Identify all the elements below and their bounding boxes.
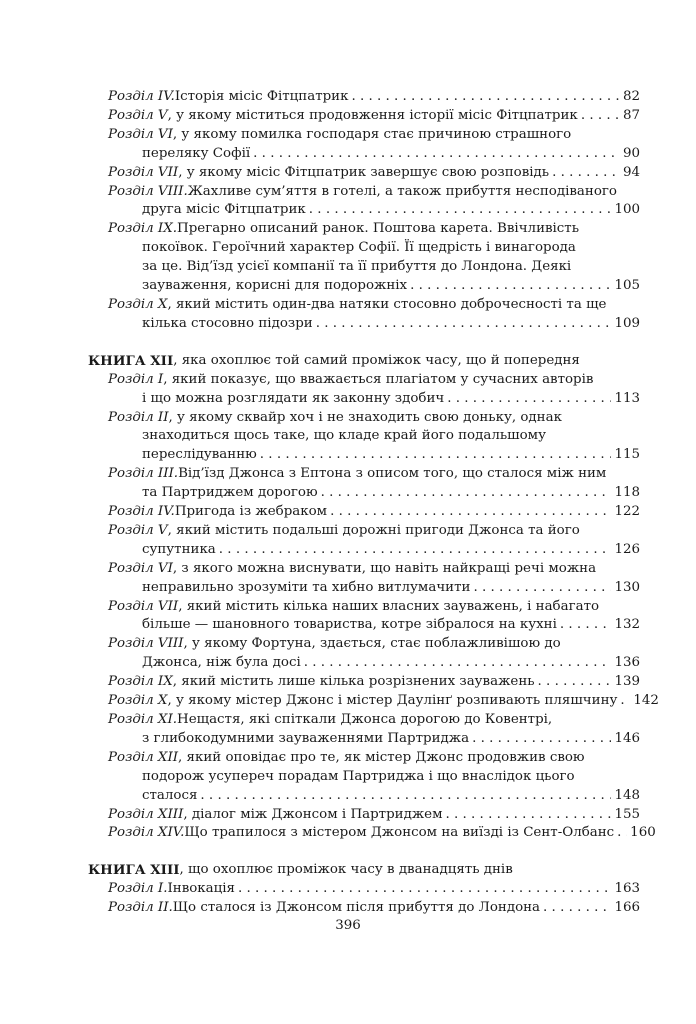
- toc-entry: [88, 899, 640, 918]
- page-ref: 109: [614, 315, 640, 331]
- chapter-title: Інвокація: [167, 881, 235, 897]
- chapter-label: Розділ VIII: [108, 636, 184, 652]
- toc-entry-continuation: [108, 201, 640, 220]
- chapter-label: Розділ IV.: [108, 504, 175, 520]
- dot-leader: [321, 484, 612, 503]
- chapter-title: супутника: [142, 541, 216, 557]
- toc-entry-first-line: [108, 806, 640, 825]
- dot-leader: [581, 107, 620, 126]
- page-ref: 160: [630, 825, 656, 841]
- toc-entry-first-line: [108, 465, 640, 484]
- chapter-label: Розділ VII: [108, 164, 179, 180]
- toc-entry: [88, 371, 640, 409]
- toc-entry-continuation: [108, 277, 640, 296]
- toc-entry-continuation: [108, 315, 640, 334]
- toc-entry: [88, 409, 640, 466]
- chapter-title: Прегарно описаний ранок. Поштова карета. Ввічливість: [177, 221, 580, 237]
- toc-entry: [88, 598, 640, 636]
- page-number: 396: [335, 918, 361, 933]
- chapter-title: переслідуванню: [142, 447, 257, 463]
- chapter-label: Розділ XII: [108, 749, 179, 765]
- toc-entry-first-line: [108, 635, 640, 654]
- toc-entry-first-line: [108, 88, 640, 107]
- toc-entry: [88, 88, 640, 107]
- page-ref: 122: [614, 504, 640, 520]
- chapter-label: Розділ I: [108, 371, 164, 387]
- chapter-title: , у якому сквайр хоч і не знаходить свою доньку, однак: [168, 409, 562, 425]
- chapter-title: більше — шановного товариства, котре зібралося на кухні: [142, 617, 557, 633]
- chapter-label: Розділ X: [108, 693, 168, 709]
- chapter-title: переляку Софії: [142, 145, 251, 161]
- toc-entry-first-line: [108, 503, 640, 522]
- chapter-title: зауваження, корисні для подорожніх: [142, 278, 408, 294]
- book-13-section: [88, 861, 640, 918]
- chapter-label: Розділ I.: [108, 881, 168, 897]
- dot-leader: [447, 390, 611, 409]
- chapter-title: , діалог між Джонсом і Партриджем: [183, 806, 443, 822]
- toc-entry-continuation: [108, 579, 640, 598]
- page-ref: 148: [614, 787, 640, 803]
- toc-entry-first-line: [108, 296, 640, 315]
- chapter-label: Розділ XI.: [108, 712, 178, 727]
- dot-leader: [351, 88, 619, 107]
- chapter-title: Пригода із жебраком: [174, 504, 328, 520]
- chapter-title: , який містить подальші дорожні пригоди Джонса та його: [167, 522, 580, 538]
- page-ref: 163: [614, 881, 640, 897]
- toc-entry-first-line: [108, 692, 659, 711]
- dot-leader: [617, 824, 627, 843]
- chapter-title: покоївок. Героїчний характер Софії. Її щедрість і винагорода: [142, 240, 576, 256]
- chapter-title: та Партриджем дорогою: [142, 485, 318, 501]
- toc-entry: [88, 824, 656, 843]
- page-ref: 142: [633, 693, 659, 709]
- chapter-label: Розділ IX: [108, 674, 173, 690]
- chapter-title: і що можна розглядати як законну здобич: [142, 390, 445, 406]
- book-12-title: , яка охоплює той самий проміжок часу, що й попередня: [173, 352, 580, 368]
- toc-entry-continuation: [108, 768, 640, 787]
- toc-entry-first-line: [108, 107, 640, 126]
- toc-entry-continuation: [108, 258, 640, 277]
- toc-entry: [88, 220, 640, 296]
- toc-entry-first-line: [108, 598, 640, 617]
- chapter-label: Розділ V: [108, 522, 168, 538]
- chapter-label: Розділ VI: [108, 126, 173, 142]
- chapter-title: , який показує, що вважається плагіатом у сучасних авторів: [163, 371, 594, 387]
- book-12-heading: [88, 352, 640, 371]
- page-ref: 82: [622, 89, 640, 104]
- chapter-title: , який оповідає про те, як містер Джонс продовжив свою: [178, 749, 585, 765]
- toc-entry: [88, 749, 640, 806]
- toc-entry-first-line: [108, 673, 640, 692]
- toc-entry-first-line: [108, 409, 640, 428]
- toc-entry-first-line: [108, 899, 640, 918]
- toc-entry-first-line: [108, 371, 640, 390]
- page-ref: 118: [614, 485, 640, 501]
- dot-leader: [446, 806, 612, 825]
- toc-entry-first-line: [108, 824, 656, 843]
- table-of-contents: [88, 88, 659, 918]
- chapter-title: Від’їзд Джонса з Ептона з описом того, що сталося між ним: [178, 466, 607, 482]
- page-ref: 146: [614, 730, 640, 746]
- chapter-title: , який містить лише кілька розрізнених зауважень: [172, 674, 535, 690]
- chapter-label: Розділ IX.: [108, 221, 178, 237]
- chapter-title: з глибокодумними зауваженнями Партриджа: [142, 730, 470, 746]
- toc-entry: [88, 107, 640, 126]
- toc-entry-first-line: [108, 164, 640, 183]
- dot-leader: [620, 692, 630, 711]
- chapter-label: Розділ II: [108, 409, 169, 425]
- dot-leader: [316, 315, 612, 334]
- chapter-title: сталося: [142, 787, 198, 803]
- book-13-title: , що охоплює проміжок часу в дванадцять днів: [179, 862, 513, 878]
- chapter-title: подорож усупереч порадам Партриджа і що внаслідок цього: [142, 768, 575, 784]
- chapter-label: Розділ XIV.: [108, 825, 185, 841]
- toc-entry: [88, 880, 640, 899]
- chapter-title: , з якого можна виснувати, що навіть найкращі речі можна: [172, 560, 597, 576]
- toc-entry-continuation: [108, 730, 640, 749]
- chapter-title: , у якому міститься продовження історії місіс Фітцпатрик: [167, 107, 578, 123]
- toc-entry-continuation: [108, 484, 640, 503]
- toc-entry: [88, 692, 659, 711]
- toc-entry: [88, 560, 640, 598]
- toc-entry-continuation: [108, 390, 640, 409]
- dot-leader: [253, 145, 620, 164]
- toc-entry-continuation: [108, 239, 640, 258]
- page-ref: 105: [614, 278, 640, 294]
- toc-entry: [88, 296, 640, 334]
- chapter-label: Розділ III.: [108, 466, 179, 482]
- page-ref: 115: [614, 447, 640, 463]
- toc-entry: [88, 126, 640, 164]
- toc-entry: [88, 635, 640, 673]
- chapter-title: неправильно зрозуміти та хибно витлумачити: [142, 579, 471, 595]
- chapter-title: , у якому місіс Фітцпатрик завершує свою розповідь: [178, 164, 550, 180]
- dot-leader: [260, 446, 612, 465]
- book-12-label: КНИГА XII: [88, 352, 174, 369]
- dot-leader: [473, 579, 611, 598]
- toc-entry-first-line: [108, 183, 640, 202]
- toc-entry-first-line: [108, 749, 640, 768]
- dot-leader: [410, 277, 611, 296]
- chapter-title: Нещастя, які спіткали Джонса дорогою до Ковентрі,: [177, 712, 553, 727]
- chapter-label: Розділ VIII.: [108, 183, 188, 199]
- toc-entry-continuation: [108, 427, 640, 446]
- dot-leader: [560, 616, 612, 635]
- toc-entry: [88, 711, 640, 749]
- toc-entry: [88, 522, 640, 560]
- toc-entry-continuation: [108, 616, 640, 635]
- dot-leader: [219, 541, 612, 560]
- chapter-title: Історія місіс Фітцпатрик: [174, 89, 349, 104]
- chapter-title: кілька стосовно підозри: [142, 315, 313, 331]
- toc-entry-first-line: [108, 220, 640, 239]
- toc-entry-first-line: [108, 126, 640, 145]
- chapter-label: Розділ II.: [108, 900, 173, 916]
- chapter-label: Розділ XIII: [108, 806, 184, 822]
- chapter-title: Що сталося із Джонсом після прибуття до Лондона: [172, 900, 541, 916]
- dot-leader: [309, 201, 612, 220]
- page-ref: 166: [614, 900, 640, 916]
- book-13-label: КНИГА XIII: [88, 862, 180, 879]
- chapter-title: , який містить один-два натяки стосовно доброчесності та ще: [167, 296, 607, 312]
- book-12-entries: [88, 371, 659, 844]
- dot-leader: [200, 787, 611, 806]
- chapter-label: Розділ X: [108, 296, 168, 312]
- toc-entry-first-line: [108, 711, 640, 730]
- dot-leader: [472, 730, 611, 749]
- page-ref: 100: [614, 202, 640, 218]
- toc-entry-first-line: [108, 522, 640, 541]
- chapter-label: Розділ V: [108, 107, 168, 123]
- toc-entry: [88, 164, 640, 183]
- dot-leader: [238, 880, 611, 899]
- chapter-title: , який містить кілька наших власних зауважень, і набагато: [178, 598, 600, 614]
- chapter-label: Розділ VII: [108, 598, 179, 614]
- toc-entry-first-line: [108, 880, 640, 899]
- chapter-title: , у якому Фортуна, здається, стає поблажливішою до: [183, 636, 561, 652]
- page-ref: 87: [622, 107, 640, 123]
- chapter-title: друга місіс Фітцпатрик: [142, 202, 306, 218]
- page-ref: 132: [614, 617, 640, 633]
- dot-leader: [330, 503, 611, 522]
- dot-leader: [304, 654, 612, 673]
- chapter-title: Жахливе сум’яття в готелі, а також прибуття несподіваного: [187, 183, 617, 199]
- toc-entry-continuation: [108, 541, 640, 560]
- dot-leader: [552, 164, 620, 183]
- page-ref: 113: [614, 390, 640, 406]
- chapter-title: за це. Від’їзд усієї компанії та її прибуття до Лондона. Деякі: [142, 259, 572, 275]
- dot-leader: [538, 673, 612, 692]
- toc-entry-continuation: [108, 145, 640, 164]
- toc-entry-continuation: [108, 787, 640, 806]
- chapter-label: Розділ IV.: [108, 89, 175, 104]
- chapter-label: Розділ VI: [108, 560, 173, 576]
- toc-entry-continuation: [108, 654, 640, 673]
- chapter-title: , у якому містер Джонс і містер Даулінґ розпивають пляшчину: [167, 693, 618, 709]
- toc-entry-first-line: [108, 560, 640, 579]
- dot-leader: [543, 899, 611, 918]
- toc-entry: [88, 503, 640, 522]
- page-ref: 155: [614, 806, 640, 822]
- page-ref: 90: [622, 145, 640, 161]
- toc-entry: [88, 673, 640, 692]
- toc-entry: [88, 465, 640, 503]
- toc-entry: [88, 806, 640, 825]
- chapter-title: , у якому помилка господаря стає причиною страшного: [172, 126, 572, 142]
- toc-top-entries: [88, 88, 640, 334]
- toc-entry: [88, 183, 640, 221]
- chapter-title: Що трапилося з містером Джонсом на виїзді із Сент-Олбанс: [184, 825, 615, 841]
- chapter-title: Джонса, ніж була досі: [142, 655, 301, 671]
- page-ref: 136: [614, 655, 640, 671]
- page-ref: 126: [614, 541, 640, 557]
- page-ref: 94: [622, 164, 640, 180]
- page-ref: 139: [614, 674, 640, 690]
- page-ref: 130: [614, 579, 640, 595]
- book-13-entries: [88, 880, 640, 918]
- book-12-section: [88, 352, 659, 844]
- toc-entry-continuation: [108, 446, 640, 465]
- chapter-title: знаходиться щось таке, що кладе край його подальшому: [142, 428, 546, 444]
- book-13-heading: [88, 861, 640, 880]
